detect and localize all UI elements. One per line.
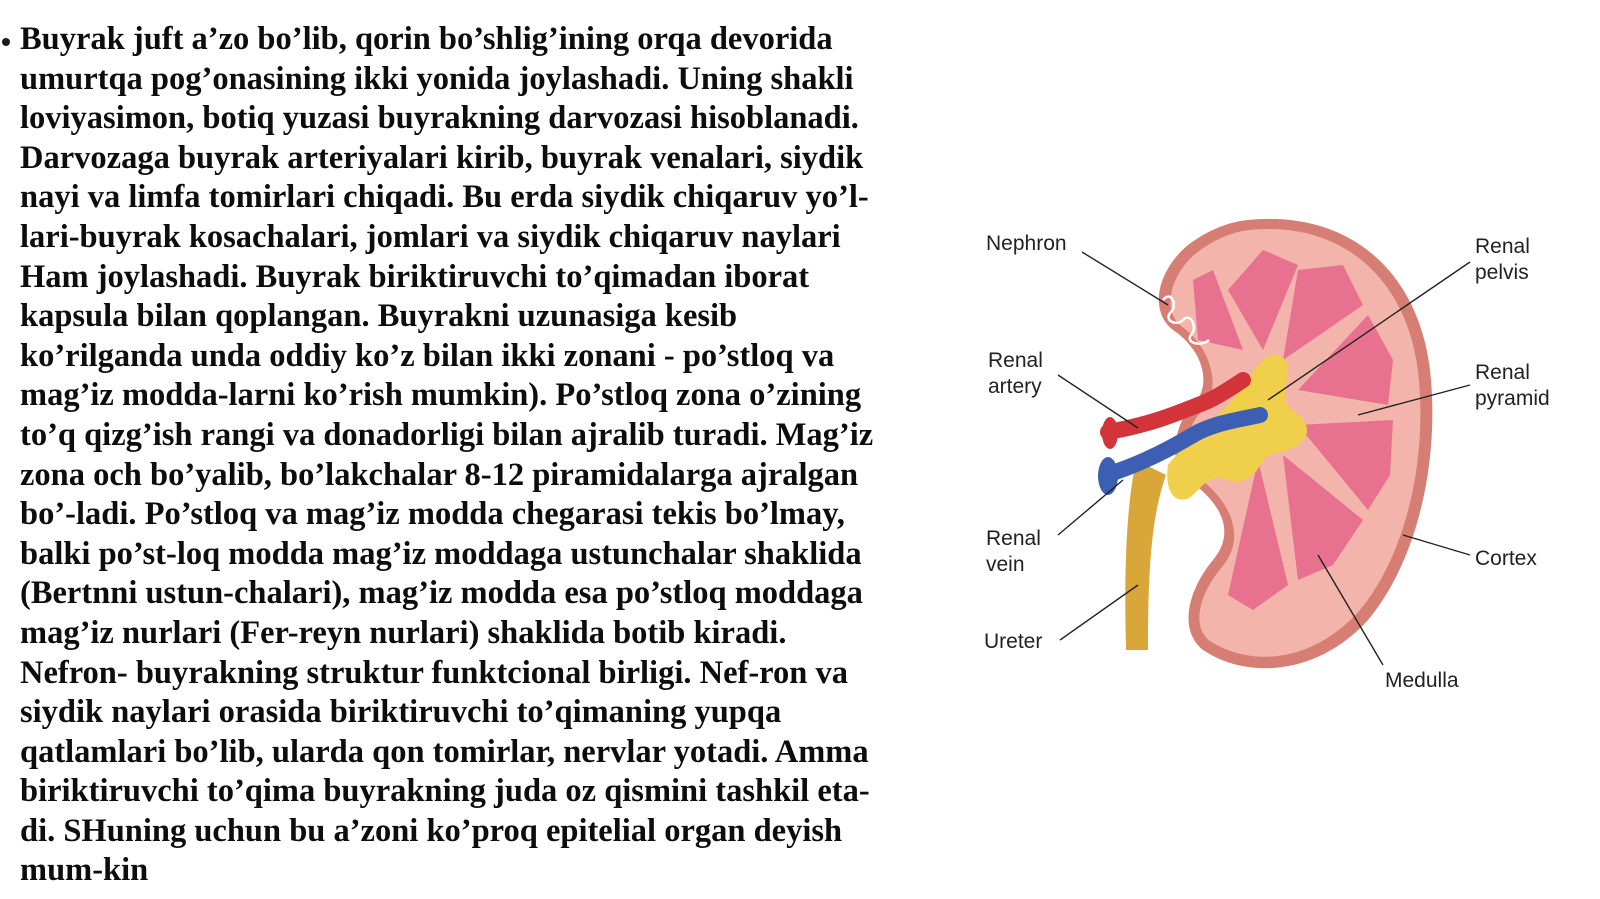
artery-cut-end [1102, 417, 1118, 449]
text-line: umurtqa pog’onasining ikki yonida joylashadi. Uning shakli [20, 60, 854, 97]
text-line: ko’rilganda unda oddiy ko’z bilan ikki zonani - po’stloq va [20, 337, 835, 374]
label-renal-pyramid: Renal [1475, 361, 1530, 384]
text-line: balki po’st-loq modda mag’iz moddaga ustunchalar shaklida [20, 535, 862, 572]
text-line: biriktiruvchi to’qima buyrakning juda oz qismini tashkil eta- [20, 773, 870, 810]
body-paragraph [20, 20, 995, 891]
text-line: lari-buyrak kosachalari, jomlari va siydik chiqaruv naylari [20, 218, 841, 255]
leader-line [1403, 535, 1470, 555]
kidney-illustration [984, 210, 1600, 710]
text-line: Ham joylashadi. Buyrak biriktiruvchi to’qimadan iborat [20, 258, 810, 295]
label-renal-artery: Renal [988, 349, 1043, 372]
text-line: mum-kin [20, 852, 149, 889]
text-line: Buyrak juft a’zo bo’lib, qorin bo’shlig’ining orqa devorida [20, 21, 833, 57]
text-line: to’q qizg’ish rangi va donadorligi bilan ajralib turadi. Mag’iz [20, 416, 874, 453]
leader-line [1082, 252, 1168, 305]
text-line: zona och bo’yalib, bo’lakchalar 8-12 piramidalarga ajralgan [20, 456, 859, 493]
label-nephron: Nephron [986, 232, 1067, 255]
label-ureter: Ureter [984, 630, 1043, 653]
text-line: loviyasimon, botiq yuzasi buyrakning darvozasi hisoblanadi. [20, 100, 859, 137]
text-line: Nefron- buyrakning struktur funktcional birligi. Nef-ron va [20, 654, 848, 691]
label-medulla: Medulla [1385, 669, 1459, 692]
bullet-point [2, 38, 10, 46]
label-renal-pelvis: pelvis [1475, 261, 1529, 284]
kidney-diagram [984, 210, 1600, 710]
leader-line [1058, 480, 1123, 535]
text-line: bo’-ladi. Po’stloq va mag’iz modda chegarasi tekis bo’lmay, [20, 496, 845, 533]
label-renal-pelvis: Renal [1475, 235, 1530, 258]
text-line: di. SHuning uchun bu a’zoni ko’proq epitelial organ deyish [20, 812, 843, 849]
label-renal-vein: vein [986, 553, 1025, 576]
text-line: qatlamlari bo’lib, ularda qon tomirlar, nervlar yotadi. Amma [20, 733, 869, 770]
label-renal-vein: Renal [986, 527, 1041, 550]
text-line: siydik naylari orasida biriktiruvchi to’qimaning yupqa [20, 694, 782, 731]
text-line: mag’iz nurlari (Fer-reyn nurlari) shaklida botib kiradi. [20, 614, 787, 651]
leader-line [1058, 375, 1138, 428]
label-cortex: Cortex [1475, 547, 1537, 570]
text-line: nayi va limfa tomirlari chiqadi. Bu erda siydik chiqaruv yo’l- [20, 179, 869, 216]
ureter-tube [1125, 460, 1166, 650]
text-line: mag’iz modda-larni ko’rish mumkin). Po’stloq zona o’zining [20, 377, 862, 414]
text-line: (Bertnni ustun-chalari), mag’iz modda esa po’stloq moddaga [20, 575, 863, 612]
text-line: Darvozaga buyrak arteriyalari kirib, buyrak venalari, siydik [20, 139, 864, 176]
label-renal-artery: artery [988, 375, 1042, 398]
label-renal-pyramid: pyramid [1475, 387, 1550, 410]
text-line: kapsula bilan qoplangan. Buyrakni uzunasiga kesib [20, 298, 738, 335]
vein-cut-end [1098, 457, 1118, 495]
